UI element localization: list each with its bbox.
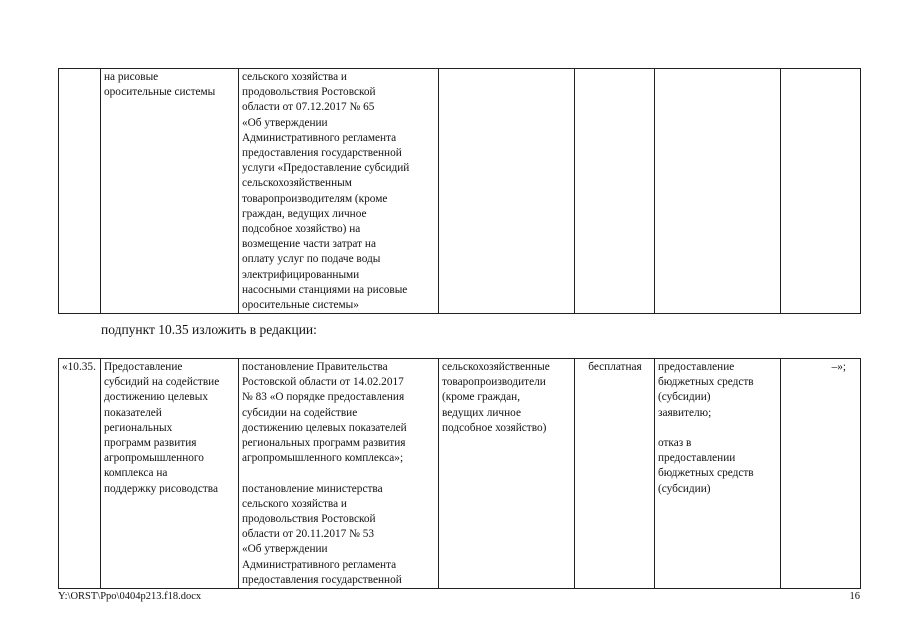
table-amended	[58, 358, 861, 589]
cell-text-line: программ развития	[104, 437, 197, 450]
cell-text-line: предоставления государственной	[242, 147, 402, 160]
cell-text-line: сельскохозяйственные	[442, 361, 550, 373]
cell-text-line: подсобное хозяйство)	[442, 421, 547, 434]
cell-text-line: сельского хозяйства и	[242, 497, 347, 510]
table-row	[59, 69, 861, 314]
cell-service	[101, 69, 239, 314]
amendment-instruction: подпункт 10.35 изложить в редакции:	[101, 322, 317, 337]
cell-text-line: агропромышленного комплекса»;	[242, 452, 404, 465]
cell-text-line: возмещение части затрат на	[242, 238, 376, 251]
cell-text-line: «Об утверждении	[242, 543, 328, 556]
cell-text-line: региональных программ развития	[242, 437, 406, 450]
cell-text-line: заявителю;	[658, 406, 712, 419]
cell-number: «10.35.	[59, 359, 101, 589]
cell-text-line: (субсидии)	[658, 482, 711, 495]
cell-text-line: «Об утверждении	[242, 116, 328, 129]
result-part-2	[658, 436, 778, 497]
cell-text-line: оплату услуг по подаче воды	[242, 253, 381, 266]
result-part-1	[658, 360, 778, 421]
cell-text-line: области от 20.11.2017 № 53	[242, 528, 374, 541]
cell-text-line: на рисовые	[104, 71, 159, 83]
cell-result	[655, 69, 781, 314]
cell-text-line: № 83 «О порядке предоставления	[242, 391, 405, 404]
cell-text-line: (субсидии)	[658, 391, 711, 404]
table-row	[59, 359, 861, 589]
cell-text-line: оросительные системы	[104, 86, 216, 99]
cell-text-line: комплекса на	[104, 467, 168, 480]
cell-text-line: услуги «Предоставление субсидий	[242, 162, 410, 175]
cell-payment	[575, 69, 655, 314]
cell-text-line: граждан, ведущих личное	[242, 207, 367, 220]
cell-text-line: продовольствия Ростовской	[242, 86, 376, 99]
cell-text-line: (кроме граждан,	[442, 391, 521, 404]
cell-text-line: постановление Правительства	[242, 361, 388, 373]
cell-text-line: региональных	[104, 421, 173, 434]
cell-text-line: показателей	[104, 406, 162, 419]
page-number: 16	[849, 591, 860, 602]
cell-acts	[239, 69, 439, 314]
cell-number	[59, 69, 101, 314]
cell-text-line: Административного регламента	[242, 558, 397, 571]
cell-text-line: Предоставление	[104, 361, 183, 373]
cell-text-line: субсидий на содействие	[104, 376, 220, 389]
cell-text-line: сельского хозяйства и	[242, 71, 347, 83]
cell-text-line: Ростовской области от 14.02.2017	[242, 376, 404, 389]
cell-text-line: оросительные системы»	[242, 299, 359, 312]
acts-part-1	[242, 360, 436, 466]
cell-text-line: поддержку рисоводства	[104, 482, 218, 495]
cell-text-line: сельскохозяйственным	[242, 177, 352, 190]
cell-last: –»;	[781, 359, 861, 589]
cell-last	[781, 69, 861, 314]
cell-text-line: агропромышленного	[104, 452, 204, 465]
footer-file-path: Y:\ORST\Ppo\0404p213.f18.docx	[58, 591, 202, 602]
acts-part-2	[242, 482, 436, 588]
cell-text-line: товаропроизводители	[442, 376, 546, 389]
cell-text-line: предоставления государственной	[242, 573, 402, 586]
cell-result	[655, 359, 781, 589]
cell-text-line: электрифицированными	[242, 268, 360, 281]
cell-service	[101, 359, 239, 589]
table-continued	[58, 68, 861, 314]
cell-text-line: Административного регламента	[242, 131, 397, 144]
cell-recipients	[439, 69, 575, 314]
cell-text-line: предоставлении	[658, 452, 736, 465]
cell-text-line: продовольствия Ростовской	[242, 513, 376, 526]
cell-text-line: подсобное хозяйство) на	[242, 223, 361, 236]
cell-text-line: отказ в	[658, 437, 692, 449]
cell-payment: бесплатная	[575, 359, 655, 589]
cell-text-line: предоставление	[658, 361, 735, 373]
cell-text-line: достижению целевых	[104, 391, 208, 404]
cell-text-line: постановление министерства	[242, 482, 383, 495]
cell-recipients	[439, 359, 575, 589]
cell-text-line: бюджетных средств	[658, 467, 754, 480]
cell-text-line: области от 07.12.2017 № 65	[242, 101, 375, 114]
cell-text-line: достижению целевых показателей	[242, 421, 407, 434]
cell-text-line: субсидии на содействие	[242, 406, 358, 419]
cell-text-line: ведущих личное	[442, 406, 521, 419]
cell-text-line: товаропроизводителям (кроме	[242, 192, 388, 205]
cell-acts	[239, 359, 439, 589]
cell-text-line: бюджетных средств	[658, 376, 754, 389]
cell-text-line: насосными станциями на рисовые	[242, 283, 408, 296]
